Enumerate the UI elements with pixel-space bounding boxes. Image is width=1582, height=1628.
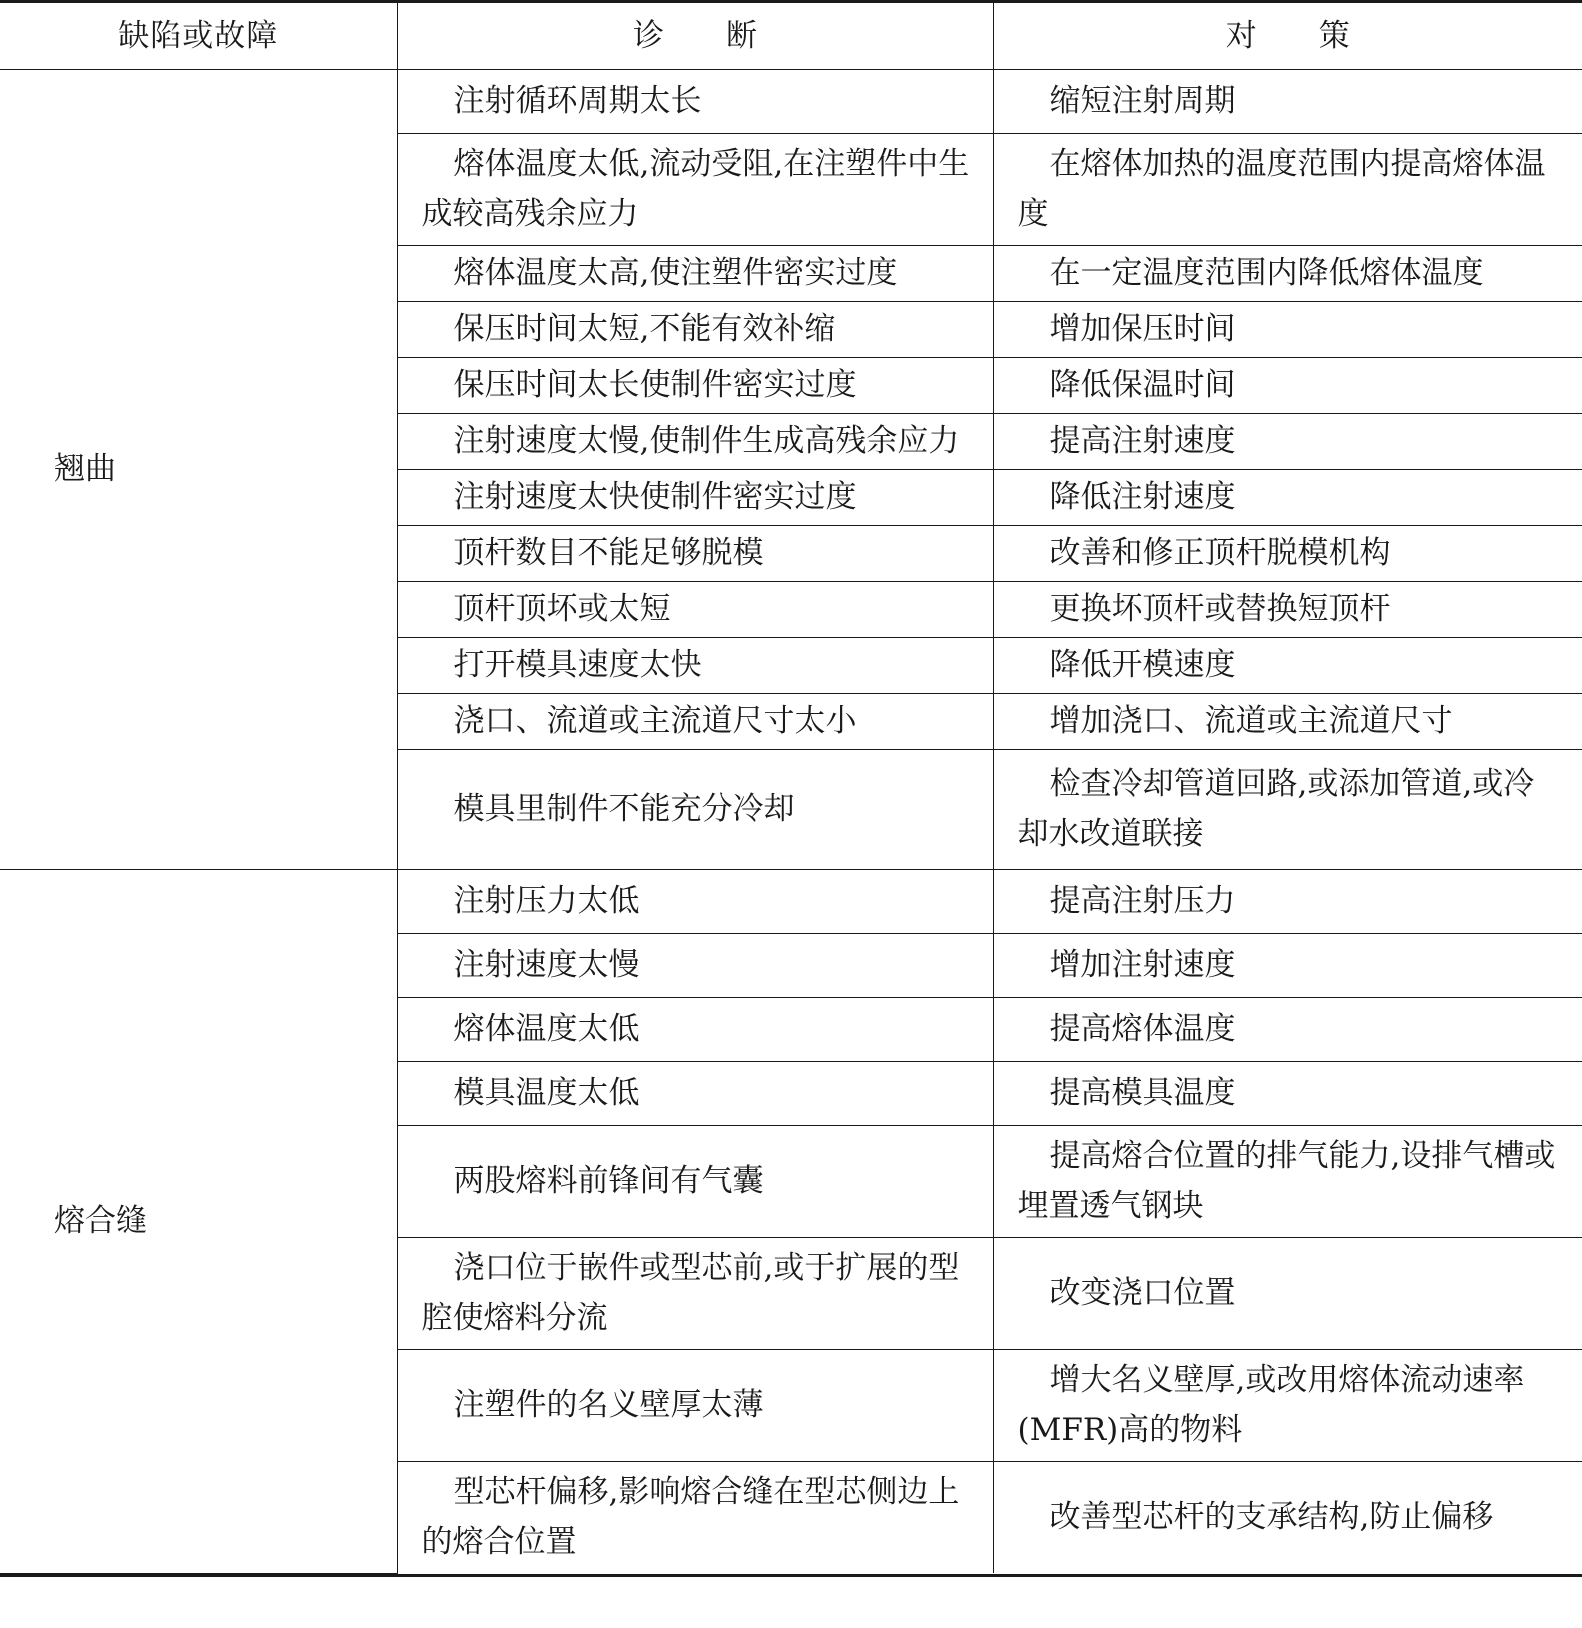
diagnosis-cell: 保压时间太短,不能有效补缩 (397, 301, 993, 357)
category-cell-warp: 翘曲 (0, 69, 397, 869)
measure-cell: 增大名义壁厚,或改用熔体流动速率(MFR)高的物料 (993, 1349, 1582, 1461)
header-row (0, 3, 1582, 69)
measure-cell: 在一定温度范围内降低熔体温度 (993, 245, 1582, 301)
measure-cell: 提高注射压力 (993, 869, 1582, 933)
diagnosis-cell: 熔体温度太高,使注塑件密实过度 (397, 245, 993, 301)
measure-cell: 更换坏顶杆或替换短顶杆 (993, 581, 1582, 637)
measure-cell: 检查冷却管道回路,或添加管道,或冷却水改道联接 (993, 749, 1582, 869)
measure-cell: 改变浇口位置 (993, 1237, 1582, 1349)
diagnosis-cell: 打开模具速度太快 (397, 637, 993, 693)
diagnosis-cell: 注射循环周期太长 (397, 69, 993, 133)
diagnosis-cell: 模具里制件不能充分冷却 (397, 749, 993, 869)
measure-cell: 提高模具温度 (993, 1061, 1582, 1125)
measure-cell: 降低保温时间 (993, 357, 1582, 413)
diagnosis-cell: 两股熔料前锋间有气囊 (397, 1125, 993, 1237)
header-defect: 缺陷或故障 (0, 3, 397, 69)
measure-cell: 降低注射速度 (993, 469, 1582, 525)
diagnosis-cell: 浇口、流道或主流道尺寸太小 (397, 693, 993, 749)
diagnosis-cell: 熔体温度太低,流动受阻,在注塑件中生成较高残余应力 (397, 133, 993, 245)
measure-cell: 提高熔体温度 (993, 997, 1582, 1061)
measure-cell: 改善和修正顶杆脱模机构 (993, 525, 1582, 581)
table-row (0, 69, 1582, 133)
diagnosis-cell: 注射速度太慢 (397, 933, 993, 997)
diagnosis-cell: 注射速度太慢,使制件生成高残余应力 (397, 413, 993, 469)
diagnosis-cell: 浇口位于嵌件或型芯前,或于扩展的型腔使熔料分流 (397, 1237, 993, 1349)
diagnosis-cell: 注射压力太低 (397, 869, 993, 933)
diagnosis-cell: 注射速度太快使制件密实过度 (397, 469, 993, 525)
table-row (0, 869, 1582, 933)
diagnosis-cell: 模具温度太低 (397, 1061, 993, 1125)
diagnosis-cell: 型芯杆偏移,影响熔合缝在型芯侧边上的熔合位置 (397, 1461, 993, 1573)
diagnosis-cell: 顶杆数目不能足够脱模 (397, 525, 993, 581)
diagnosis-cell: 顶杆顶坏或太短 (397, 581, 993, 637)
measure-cell: 增加保压时间 (993, 301, 1582, 357)
measure-cell: 提高熔合位置的排气能力,设排气槽或埋置透气钢块 (993, 1125, 1582, 1237)
diagnosis-cell: 保压时间太长使制件密实过度 (397, 357, 993, 413)
header-measure: 对 策 (993, 3, 1582, 69)
diagnosis-cell: 注塑件的名义壁厚太薄 (397, 1349, 993, 1461)
measure-cell: 缩短注射周期 (993, 69, 1582, 133)
category-cell-weld-line: 熔合缝 (0, 869, 397, 1573)
table-body (0, 69, 1582, 1573)
table-header (0, 3, 1582, 69)
measure-cell: 增加注射速度 (993, 933, 1582, 997)
measure-cell: 改善型芯杆的支承结构,防止偏移 (993, 1461, 1582, 1573)
header-diagnosis: 诊 断 (397, 3, 993, 69)
diagnosis-cell: 熔体温度太低 (397, 997, 993, 1061)
measure-cell: 在熔体加热的温度范围内提高熔体温度 (993, 133, 1582, 245)
defect-diagnosis-table (0, 3, 1582, 1574)
measure-cell: 降低开模速度 (993, 637, 1582, 693)
measure-cell: 提高注射速度 (993, 413, 1582, 469)
measure-cell: 增加浇口、流道或主流道尺寸 (993, 693, 1582, 749)
